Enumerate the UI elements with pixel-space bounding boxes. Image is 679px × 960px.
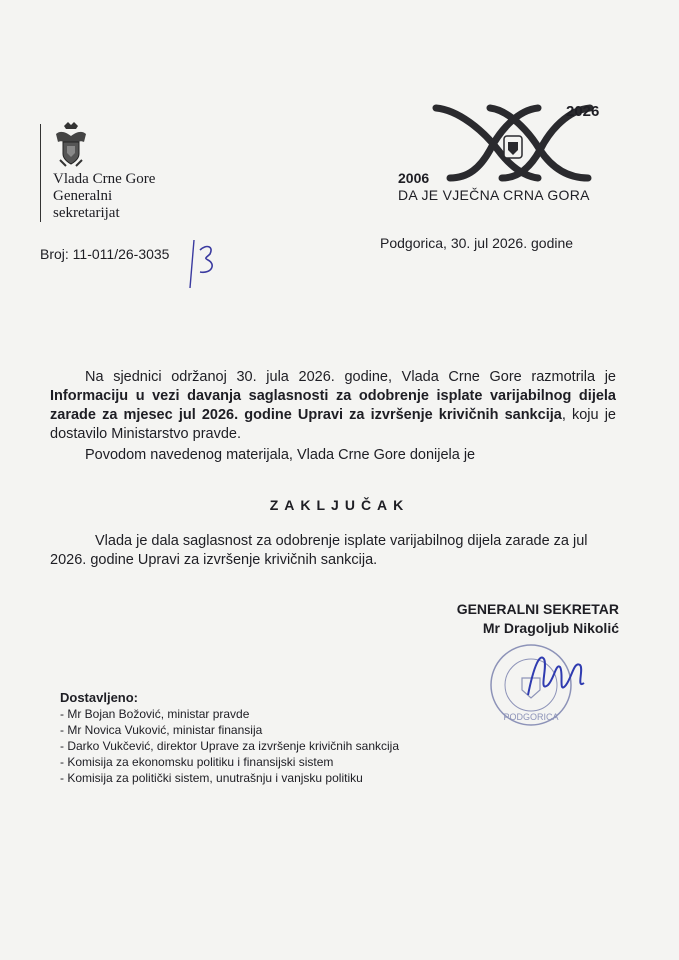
- conclusion-paragraph: [50, 532, 616, 570]
- list-item: - Komisija za ekonomsku politiku i finansijski sistem: [60, 755, 334, 769]
- intro-bold-text: Informaciju u vezi davanja saglasnosti za odobrenje isplate varijabilnog dijela zarade za mjesec jul 2026. godine Upravi za izvršenje krivičnih sankcija: [50, 388, 616, 423]
- institution-name: [53, 171, 155, 222]
- signatory-name: Mr Dragoljub Nikolić: [482, 620, 619, 636]
- logo-year-end: 2026: [566, 103, 600, 120]
- stamp-label: PODGORICA: [503, 712, 559, 722]
- conclusion-heading: ZAKLJUČAK: [269, 497, 410, 513]
- decision-intro: Povodom navedenog materijala, Vlada Crne Gore donijela je: [85, 447, 476, 463]
- intro-paragraph: [50, 368, 616, 444]
- institution-line: Generalni: [53, 188, 113, 204]
- logo-motto: DA JE VJEČNA CRNA GORA: [398, 187, 590, 203]
- distribution-heading: Dostavljeno:: [60, 690, 139, 705]
- handwritten-signature-icon: [520, 645, 590, 705]
- document-number: Broj: 11-011/26-3035: [40, 246, 170, 262]
- list-item: - Mr Bojan Božović, ministar pravde: [60, 707, 250, 721]
- logo-year-start: 2006: [398, 170, 430, 186]
- list-item: - Mr Novica Vuković, ministar finansija: [60, 723, 263, 737]
- conclusion-text: Vlada je dala saglasnost za odobrenje isplate varijabilnog dijela zarade za jul 2026. godine Upravi za izvršenje krivičnih sankcija.: [50, 533, 588, 568]
- header-divider: [40, 124, 41, 222]
- place-and-date: Podgorica, 30. jul 2026. godine: [380, 235, 574, 251]
- coat-of-arms-icon: [50, 120, 92, 170]
- institution-line: Vlada Crne Gore: [53, 171, 156, 187]
- list-item: - Komisija za politički sistem, unutrašnju i vanjsku politiku: [60, 771, 363, 785]
- list-item: - Darko Vukčević, direktor Uprave za izvršenje krivičnih sankcija: [60, 739, 399, 753]
- handwritten-number-icon: [188, 236, 222, 290]
- intro-text: Na sjednici održanoj 30. jula 2026. godine, Vlada Crne Gore razmotrila je: [85, 369, 616, 385]
- intro-text-end: , koju je dostavilo Ministarstvo pravde.: [50, 407, 616, 442]
- signatory-title: GENERALNI SEKRETAR: [456, 601, 619, 617]
- distribution-list: [60, 690, 399, 786]
- institution-line: sekretarijat: [53, 205, 120, 221]
